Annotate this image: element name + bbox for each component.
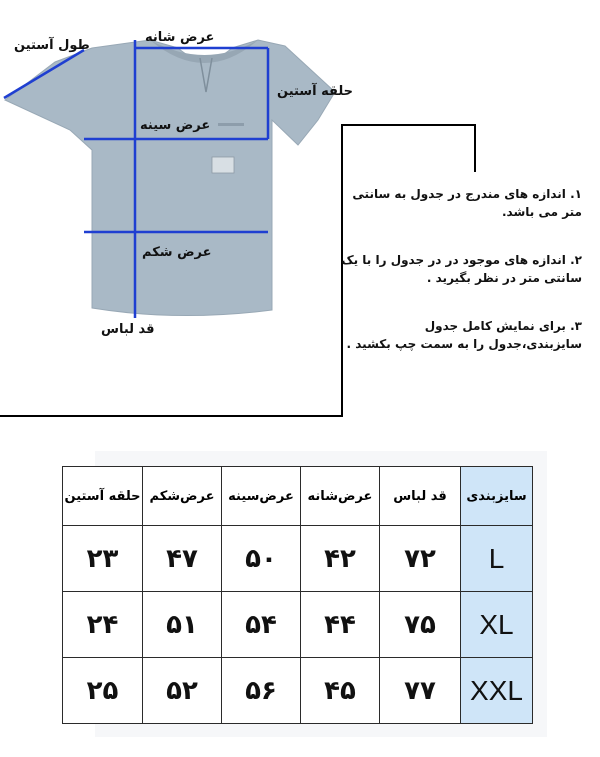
note-2: ۲. اندازه های موجود در در جدول را با یک سانتی متر در نظر بگیرید . — [341, 253, 582, 285]
cell-sleeve-opening: ۲۵ — [63, 658, 143, 724]
note-1: ۱. اندازه های مندرج در جدول به سانتی متر می باشد. — [352, 187, 582, 219]
table-row — [63, 526, 533, 592]
cell-length: ۷۷ — [380, 658, 461, 724]
table-row — [63, 658, 533, 724]
cell-belly-width: ۵۲ — [143, 658, 222, 724]
cell-chest-width: ۵۰ — [222, 526, 301, 592]
cell-length: ۷۵ — [380, 592, 461, 658]
label-sleeve-length: طول آستین — [14, 38, 90, 53]
label-garment-length: قد لباس — [101, 322, 155, 337]
cell-shoulder-width: ۴۵ — [301, 658, 380, 724]
header-size: سایزبندی — [461, 467, 533, 526]
cell-shoulder-width: ۴۲ — [301, 526, 380, 592]
header-chest-width: عرض‌سینه — [222, 467, 301, 526]
cell-belly-width: ۴۷ — [143, 526, 222, 592]
tshirt-shape — [5, 40, 335, 316]
measurement-notes — [337, 185, 582, 383]
cell-belly-width: ۵۱ — [143, 592, 222, 658]
cell-size: XL — [461, 592, 533, 658]
cell-sleeve-opening: ۲۳ — [63, 526, 143, 592]
cell-sleeve-opening: ۲۴ — [63, 592, 143, 658]
label-chest-width: عرض سینه — [140, 118, 211, 133]
header-sleeve-opening: حلقه آستین — [63, 467, 143, 526]
label-shoulder-width: عرض شانه — [145, 30, 215, 45]
cell-size: L — [461, 526, 533, 592]
table-row — [63, 592, 533, 658]
label-sleeve-opening: حلقه آستین — [277, 84, 353, 99]
cell-size: XXL — [461, 658, 533, 724]
label-belly-width: عرض شکم — [142, 245, 212, 260]
cell-chest-width: ۵۶ — [222, 658, 301, 724]
pocket-tag — [212, 157, 234, 173]
header-length: قد لباس — [380, 467, 461, 526]
header-belly-width: عرض‌شکم — [143, 467, 222, 526]
table-header-row — [63, 467, 533, 526]
pocket-slit — [218, 123, 244, 126]
cell-shoulder-width: ۴۴ — [301, 592, 380, 658]
note-3: ۳. برای نمایش کامل جدول سایزبندی،جدول را به سمت چپ بکشید . — [346, 319, 582, 351]
size-table — [62, 466, 533, 724]
cell-length: ۷۲ — [380, 526, 461, 592]
header-shoulder-width: عرض‌شانه — [301, 467, 380, 526]
cell-chest-width: ۵۴ — [222, 592, 301, 658]
